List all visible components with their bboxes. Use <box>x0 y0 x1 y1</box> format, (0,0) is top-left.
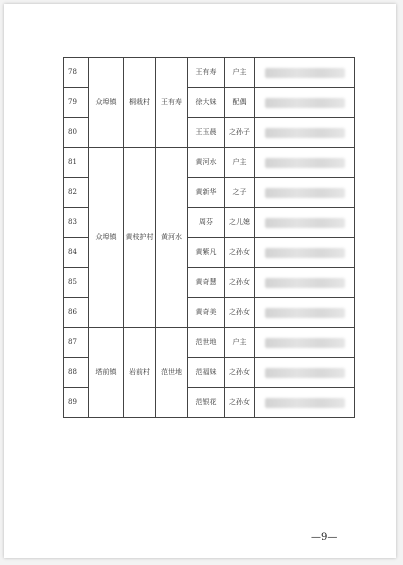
redacted-id <box>255 148 355 178</box>
member-name: 周芬 <box>188 208 225 238</box>
household-head-cell: 王有寿 <box>156 58 188 148</box>
redaction-blur <box>265 278 345 288</box>
row-number: 83 <box>64 208 89 238</box>
member-relation: 之子 <box>225 178 255 208</box>
redaction-blur <box>265 128 345 138</box>
member-relation: 户主 <box>225 148 255 178</box>
member-relation: 之孙女 <box>225 298 255 328</box>
redacted-id <box>255 58 355 88</box>
member-name: 王有寿 <box>188 58 225 88</box>
member-name: 范银花 <box>188 388 225 418</box>
member-relation: 户主 <box>225 328 255 358</box>
row-number: 80 <box>64 118 89 148</box>
member-relation: 之孙子 <box>225 118 255 148</box>
row-number: 86 <box>64 298 89 328</box>
redacted-id <box>255 268 355 298</box>
row-number: 85 <box>64 268 89 298</box>
town-cell: 众埠镇 <box>89 58 124 148</box>
redaction-blur <box>265 158 345 168</box>
town-cell: 众埠镇 <box>89 148 124 328</box>
member-name: 黄奇慧 <box>188 268 225 298</box>
redacted-id <box>255 238 355 268</box>
table-row <box>64 148 355 178</box>
table-row <box>64 58 355 88</box>
redaction-blur <box>265 218 345 228</box>
member-relation: 配偶 <box>225 88 255 118</box>
row-number: 87 <box>64 328 89 358</box>
row-number: 88 <box>64 358 89 388</box>
redaction-blur <box>265 188 345 198</box>
member-relation: 户主 <box>225 58 255 88</box>
page-number: —9— <box>311 532 338 543</box>
household-table <box>63 57 355 418</box>
row-number: 78 <box>64 58 89 88</box>
row-number: 79 <box>64 88 89 118</box>
village-cell: 桐栽村 <box>124 58 156 148</box>
row-number: 89 <box>64 388 89 418</box>
member-name: 黄河水 <box>188 148 225 178</box>
household-head-cell: 范世地 <box>156 328 188 418</box>
redacted-id <box>255 388 355 418</box>
redaction-blur <box>265 338 345 348</box>
redaction-blur <box>265 398 345 408</box>
redaction-blur <box>265 248 345 258</box>
member-name: 黄奇美 <box>188 298 225 328</box>
household-head-cell: 黄河水 <box>156 148 188 328</box>
row-number: 84 <box>64 238 89 268</box>
village-cell: 岩前村 <box>124 328 156 418</box>
document-page <box>4 4 396 558</box>
table-row <box>64 328 355 358</box>
member-relation: 之孙女 <box>225 388 255 418</box>
member-relation: 之孙女 <box>225 268 255 298</box>
redaction-blur <box>265 308 345 318</box>
member-relation: 之孙女 <box>225 358 255 388</box>
row-number: 82 <box>64 178 89 208</box>
village-cell: 黄枝护村 <box>124 148 156 328</box>
redacted-id <box>255 358 355 388</box>
redacted-id <box>255 178 355 208</box>
member-name: 黄紫凡 <box>188 238 225 268</box>
redaction-blur <box>265 368 345 378</box>
town-cell: 塔前镇 <box>89 328 124 418</box>
redacted-id <box>255 118 355 148</box>
row-number: 81 <box>64 148 89 178</box>
redacted-id <box>255 328 355 358</box>
member-name: 范世地 <box>188 328 225 358</box>
redaction-blur <box>265 68 345 78</box>
member-relation: 之孙女 <box>225 238 255 268</box>
member-name: 黄新华 <box>188 178 225 208</box>
redacted-id <box>255 88 355 118</box>
member-name: 范福妹 <box>188 358 225 388</box>
redacted-id <box>255 208 355 238</box>
redacted-id <box>255 298 355 328</box>
member-name: 王玉晨 <box>188 118 225 148</box>
redaction-blur <box>265 98 345 108</box>
member-name: 徐大妹 <box>188 88 225 118</box>
member-relation: 之儿媳 <box>225 208 255 238</box>
